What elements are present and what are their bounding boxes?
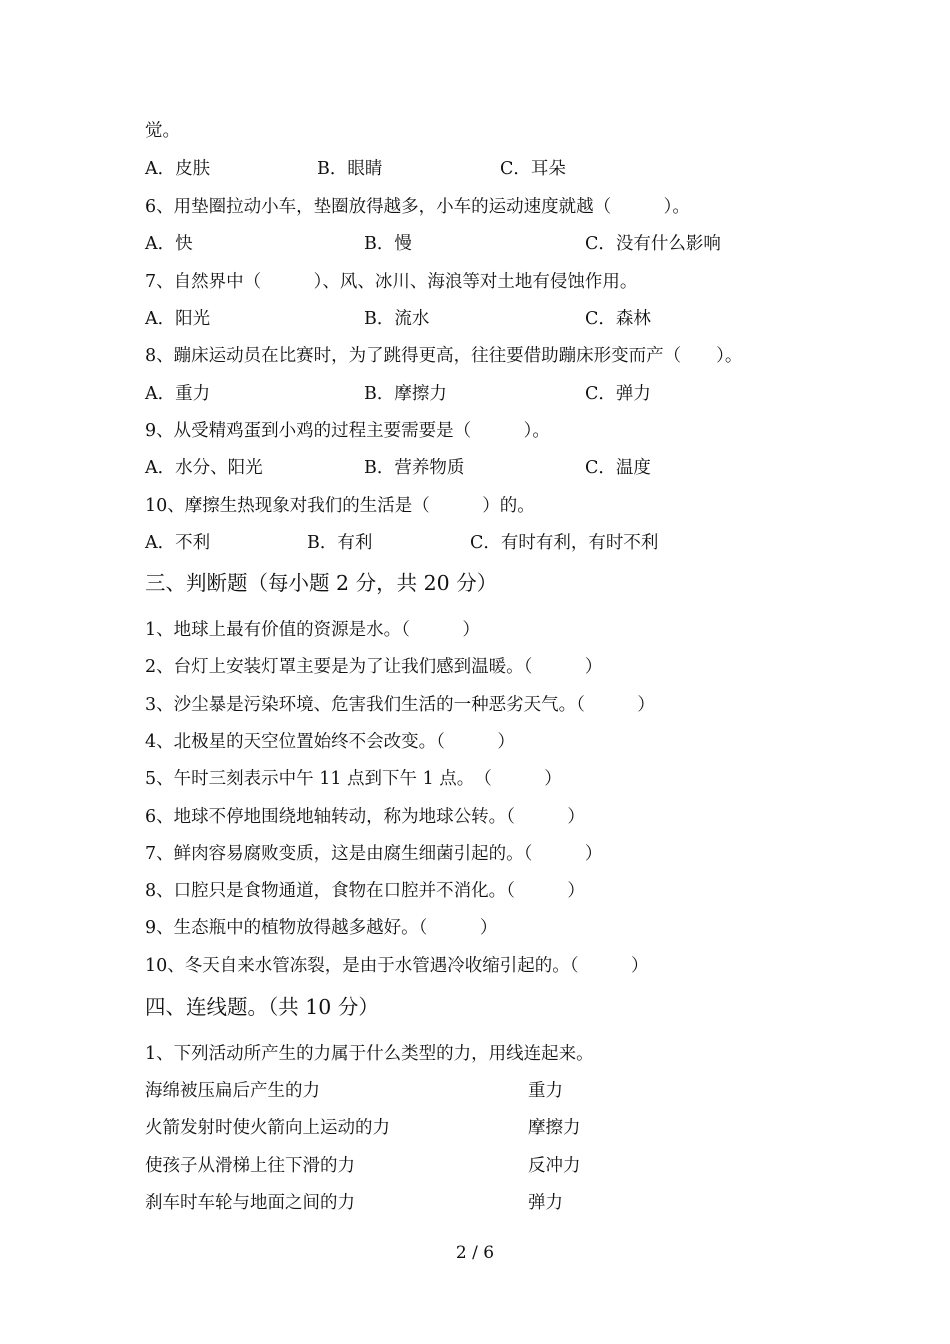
q10-option-a: A．不利 bbox=[145, 533, 211, 553]
q8-option-b: B．摩擦力 bbox=[364, 384, 447, 404]
q6-option-b: B．慢 bbox=[364, 234, 412, 254]
q7-option-b: B．流水 bbox=[364, 309, 430, 329]
q8-option-c: C．弹力 bbox=[585, 384, 651, 404]
matching-right-item: 反冲力 bbox=[528, 1156, 581, 1176]
question-8: 8、蹦床运动员在比赛时，为了跳得更高，往往要借助蹦床形变而产（ ）。 bbox=[145, 346, 743, 366]
judgment-4: 4、北极星的天空位置始终不会改变。（ ） bbox=[145, 732, 515, 752]
judgment-1: 1、地球上最有价值的资源是水。（ ） bbox=[145, 620, 480, 640]
q6-option-c: C．没有什么影响 bbox=[585, 234, 721, 254]
matching-right-item: 摩擦力 bbox=[528, 1118, 581, 1138]
q6-options bbox=[145, 232, 865, 256]
question-10: 10、摩擦生热现象对我们的生活是（ ）的。 bbox=[145, 496, 535, 516]
question-6: 6、用垫圈拉动小车，垫圈放得越多，小车的运动速度就越（ ）。 bbox=[145, 197, 690, 217]
q8-option-a: A．重力 bbox=[145, 384, 211, 404]
matching-left-item: 海绵被压扁后产生的力 bbox=[145, 1081, 320, 1101]
matching-row bbox=[145, 1154, 865, 1178]
q9-option-c: C．温度 bbox=[585, 458, 651, 478]
q10-options bbox=[145, 531, 865, 555]
q9-options bbox=[145, 456, 865, 480]
q10-option-c: C．有时有利，有时不利 bbox=[470, 533, 659, 553]
section-4-title: 四、连线题。（共 10 分） bbox=[145, 995, 379, 1019]
q6-option-a: A．快 bbox=[145, 234, 193, 254]
matching-question: 1、下列活动所产生的力属于什么类型的力，用线连起来。 bbox=[145, 1044, 594, 1064]
q7-option-a: A．阳光 bbox=[145, 309, 211, 329]
q5-option-c: C．耳朵 bbox=[500, 159, 566, 179]
matching-left-item: 使孩子从滑梯上往下滑的力 bbox=[145, 1156, 355, 1176]
judgment-3: 3、沙尘暴是污染环境、危害我们生活的一种恶劣天气。（ ） bbox=[145, 695, 655, 715]
q7-option-c: C．森林 bbox=[585, 309, 651, 329]
q7-options bbox=[145, 307, 865, 331]
matching-left-item: 刹车时车轮与地面之间的力 bbox=[145, 1193, 355, 1213]
q5-options bbox=[145, 157, 865, 181]
matching-left-item: 火箭发射时使火箭向上运动的力 bbox=[145, 1118, 390, 1138]
matching-row bbox=[145, 1079, 865, 1103]
judgment-8: 8、口腔只是食物通道，食物在口腔并不消化。（ ） bbox=[145, 881, 585, 901]
question-continuation: 觉。 bbox=[145, 121, 180, 141]
judgment-6: 6、地球不停地围绕地轴转动，称为地球公转。（ ） bbox=[145, 807, 585, 827]
page-number: 2 / 6 bbox=[455, 1243, 495, 1263]
section-3-title: 三、判断题（每小题 2 分，共 20 分） bbox=[145, 571, 498, 595]
q9-option-b: B．营养物质 bbox=[364, 458, 465, 478]
q8-options bbox=[145, 382, 865, 406]
q5-option-a: A．皮肤 bbox=[145, 159, 211, 179]
judgment-9: 9、生态瓶中的植物放得越多越好。（ ） bbox=[145, 918, 498, 938]
judgment-5: 5、午时三刻表示中午 11 点到下午 1 点。 （ ） bbox=[145, 769, 562, 789]
q5-option-b: B．眼睛 bbox=[317, 159, 383, 179]
matching-right-item: 弹力 bbox=[528, 1193, 563, 1213]
question-9: 9、从受精鸡蛋到小鸡的过程主要需要是（ ）。 bbox=[145, 421, 550, 441]
matching-right-item: 重力 bbox=[528, 1081, 563, 1101]
question-7: 7、自然界中（ ）、风、冰川、海浪等对土地有侵蚀作用。 bbox=[145, 272, 638, 292]
q10-option-b: B．有利 bbox=[307, 533, 373, 553]
matching-row bbox=[145, 1116, 865, 1140]
judgment-10: 10、冬天自来水管冻裂，是由于水管遇冷收缩引起的。（ ） bbox=[145, 956, 649, 976]
judgment-7: 7、鲜肉容易腐败变质，这是由腐生细菌引起的。（ ） bbox=[145, 844, 603, 864]
matching-row bbox=[145, 1191, 865, 1215]
judgment-2: 2、台灯上安装灯罩主要是为了让我们感到温暖。（ ） bbox=[145, 657, 603, 677]
q9-option-a: A．水分、阳光 bbox=[145, 458, 263, 478]
